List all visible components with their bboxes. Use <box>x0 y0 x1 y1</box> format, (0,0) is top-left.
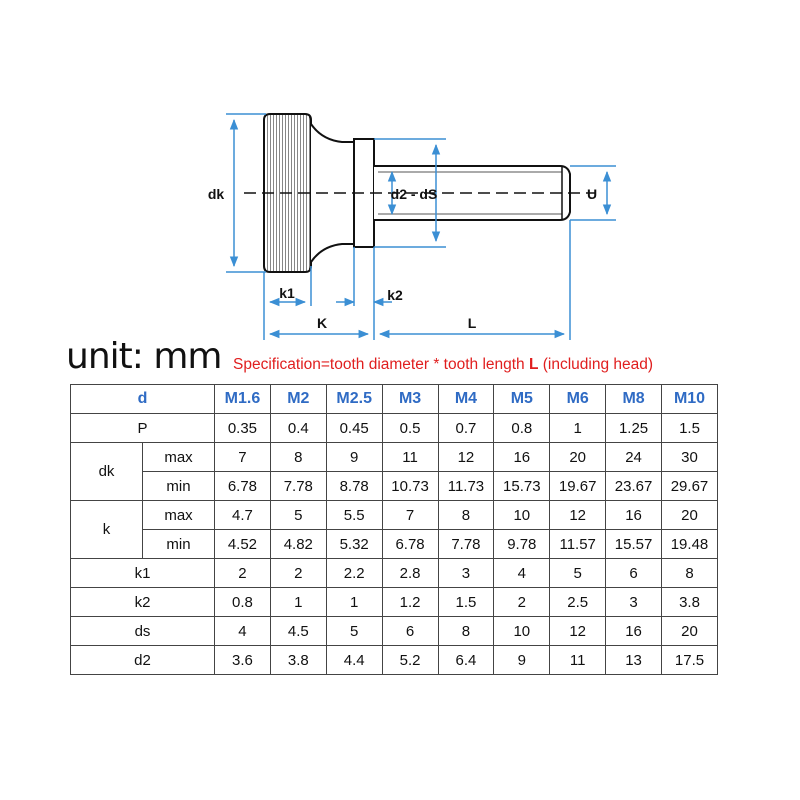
label-k2: k2 <box>387 287 403 303</box>
value-cell: 15.73 <box>494 472 550 501</box>
value-cell: 11.57 <box>550 530 606 559</box>
value-cell: 10 <box>494 617 550 646</box>
spec-suffix: (including head) <box>538 356 654 373</box>
table-row <box>71 617 718 646</box>
value-cell: 7 <box>215 443 271 472</box>
value-cell: 7.78 <box>270 472 326 501</box>
table-row <box>71 443 718 472</box>
size-header: M2.5 <box>326 385 382 414</box>
value-cell: 7 <box>382 501 438 530</box>
value-cell: 1.25 <box>606 414 662 443</box>
value-cell: 15.57 <box>606 530 662 559</box>
value-cell: 3 <box>438 559 494 588</box>
value-cell: 17.5 <box>662 646 718 675</box>
value-cell: 24 <box>606 443 662 472</box>
value-cell: 8 <box>438 617 494 646</box>
value-cell: 4.7 <box>215 501 271 530</box>
value-cell: 8 <box>438 501 494 530</box>
value-cell: 3.8 <box>270 646 326 675</box>
table-row <box>71 530 718 559</box>
size-header: M3 <box>382 385 438 414</box>
value-cell: 19.67 <box>550 472 606 501</box>
value-cell: 2.8 <box>382 559 438 588</box>
value-cell: 0.5 <box>382 414 438 443</box>
size-header: M8 <box>606 385 662 414</box>
value-cell: 0.8 <box>494 414 550 443</box>
value-cell: 1 <box>270 588 326 617</box>
sub-param-cell: max <box>143 501 215 530</box>
value-cell: 4.52 <box>215 530 271 559</box>
table-row <box>71 414 718 443</box>
param-cell: P <box>71 414 215 443</box>
value-cell: 30 <box>662 443 718 472</box>
value-cell: 6 <box>382 617 438 646</box>
specification-note <box>233 356 653 374</box>
dimension-table <box>70 384 718 675</box>
value-cell: 2 <box>270 559 326 588</box>
value-cell: 4.82 <box>270 530 326 559</box>
value-cell: 10.73 <box>382 472 438 501</box>
param-cell: k1 <box>71 559 215 588</box>
value-cell: 1 <box>550 414 606 443</box>
value-cell: 0.35 <box>215 414 271 443</box>
value-cell: 19.48 <box>662 530 718 559</box>
thumb-screw-drawing <box>0 0 800 340</box>
value-cell: 12 <box>550 617 606 646</box>
value-cell: 6.4 <box>438 646 494 675</box>
value-cell: 6 <box>606 559 662 588</box>
table-row <box>71 501 718 530</box>
sub-param-cell: min <box>143 472 215 501</box>
value-cell: 5 <box>326 617 382 646</box>
table-row <box>71 472 718 501</box>
value-cell: 11.73 <box>438 472 494 501</box>
value-cell: 5 <box>270 501 326 530</box>
value-cell: 3 <box>606 588 662 617</box>
unit-label: unit: mm <box>66 336 222 377</box>
value-cell: 13 <box>606 646 662 675</box>
size-header: M1.6 <box>215 385 271 414</box>
param-cell: k <box>71 501 143 559</box>
value-cell: 4.4 <box>326 646 382 675</box>
size-header: M10 <box>662 385 718 414</box>
table-row <box>71 559 718 588</box>
label-dk: dk <box>207 186 225 202</box>
sub-param-cell: min <box>143 530 215 559</box>
value-cell: 6.78 <box>215 472 271 501</box>
value-cell: 3.8 <box>662 588 718 617</box>
param-cell: ds <box>71 617 215 646</box>
value-cell: 5 <box>550 559 606 588</box>
value-cell: 11 <box>382 443 438 472</box>
label-k1: k1 <box>279 285 295 301</box>
size-header: M5 <box>494 385 550 414</box>
value-cell: 6.78 <box>382 530 438 559</box>
label-d2-ds: d2 - dS <box>390 186 438 202</box>
value-cell: 8 <box>662 559 718 588</box>
value-cell: 0.4 <box>270 414 326 443</box>
value-cell: 2.2 <box>326 559 382 588</box>
value-cell: 7.78 <box>438 530 494 559</box>
value-cell: 11 <box>550 646 606 675</box>
value-cell: 8 <box>270 443 326 472</box>
sub-param-cell: max <box>143 443 215 472</box>
value-cell: 1.2 <box>382 588 438 617</box>
spec-prefix: Specification=tooth diameter * tooth length <box>233 356 529 373</box>
table-row <box>71 588 718 617</box>
label-K: K <box>316 315 328 331</box>
value-cell: 5.5 <box>326 501 382 530</box>
value-cell: 0.45 <box>326 414 382 443</box>
value-cell: 2 <box>215 559 271 588</box>
label-L: L <box>467 315 477 331</box>
value-cell: 9 <box>326 443 382 472</box>
value-cell: 5.2 <box>382 646 438 675</box>
value-cell: 10 <box>494 501 550 530</box>
size-header: M6 <box>550 385 606 414</box>
value-cell: 0.7 <box>438 414 494 443</box>
value-cell: 23.67 <box>606 472 662 501</box>
value-cell: 9 <box>494 646 550 675</box>
value-cell: 16 <box>606 617 662 646</box>
value-cell: 0.8 <box>215 588 271 617</box>
value-cell: 20 <box>662 617 718 646</box>
header-label: d <box>71 385 215 414</box>
param-cell: d2 <box>71 646 215 675</box>
size-header: M2 <box>270 385 326 414</box>
size-header: M4 <box>438 385 494 414</box>
value-cell: 4 <box>494 559 550 588</box>
value-cell: 3.6 <box>215 646 271 675</box>
value-cell: 1 <box>326 588 382 617</box>
value-cell: 4 <box>215 617 271 646</box>
table-header-row <box>71 385 718 414</box>
spec-bold: L <box>528 356 539 373</box>
value-cell: 16 <box>494 443 550 472</box>
value-cell: 29.67 <box>662 472 718 501</box>
label-u: U <box>586 186 598 202</box>
value-cell: 12 <box>550 501 606 530</box>
value-cell: 2 <box>494 588 550 617</box>
value-cell: 8.78 <box>326 472 382 501</box>
param-cell: dk <box>71 443 143 501</box>
value-cell: 16 <box>606 501 662 530</box>
table-row <box>71 646 718 675</box>
value-cell: 2.5 <box>550 588 606 617</box>
value-cell: 5.32 <box>326 530 382 559</box>
value-cell: 9.78 <box>494 530 550 559</box>
value-cell: 20 <box>550 443 606 472</box>
value-cell: 20 <box>662 501 718 530</box>
value-cell: 1.5 <box>438 588 494 617</box>
value-cell: 4.5 <box>270 617 326 646</box>
value-cell: 1.5 <box>662 414 718 443</box>
value-cell: 12 <box>438 443 494 472</box>
param-cell: k2 <box>71 588 215 617</box>
